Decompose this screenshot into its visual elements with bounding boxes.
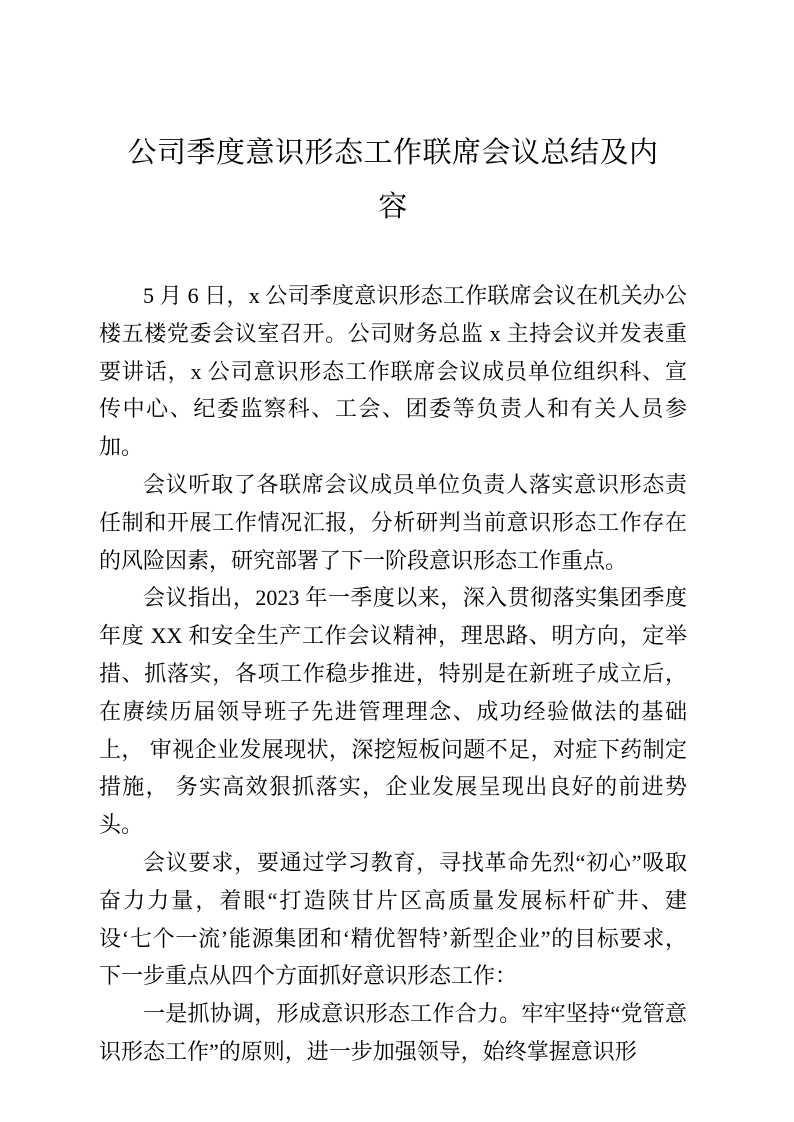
paragraph-first-point: 一是抓协调，形成意识形态工作合力。牢牢坚持“党管意识形态工作”的原则，进一步加强领导，始终掌握意识形 bbox=[99, 1001, 687, 1064]
paragraph-meeting-opening: 5 月 6 日，x 公司季度意识形态工作联席会议在机关办公楼五楼党委会议室召开。公司财务总监 x 主持会议并发表重要讲话，x 公司意识形态工作联席会议成员单位组织科、宣传中心、纪委监察科、工会、团委等负责人和有关人员参加。 bbox=[99, 283, 687, 460]
document-body bbox=[99, 277, 687, 1071]
paragraph-meeting-pointed-out: 会议指出，2023 年一季度以来，深入贯彻落实集团季度年度 XX 和安全生产工作会议精神，理思路、明方向，定举措、抓落实，各项工作稳步推进，特别是在新班子成立后， 在赓续历届领导班子先进管理理念、成功经验做法的基础上， 审视企业发展现状，深挖短板问题不足，对症下药制定措施， 务实高效狠抓落实，企业发展呈现出良好的前进势头。 bbox=[99, 585, 687, 838]
paragraph-meeting-requirements: 会议要求，要通过学习教育，寻找革命先烈“初心”吸取奋力力量，着眼“打造陕甘片区高质量发展标杆矿井、建设‘七个一流’能源集团和‘精优智特’新型企业”的目标要求，下一步重点从四个方面抓好意识形态工作： bbox=[99, 849, 687, 989]
paragraph-meeting-reports: 会议听取了各联席会议成员单位负责人落实意识形态责任制和开展工作情况汇报，分析研判当前意识形态工作存在的风险因素，研究部署了下一阶段意识形态工作重点。 bbox=[99, 471, 687, 573]
document-title: 公司季度意识形态工作联席会议总结及内容 bbox=[127, 137, 659, 223]
